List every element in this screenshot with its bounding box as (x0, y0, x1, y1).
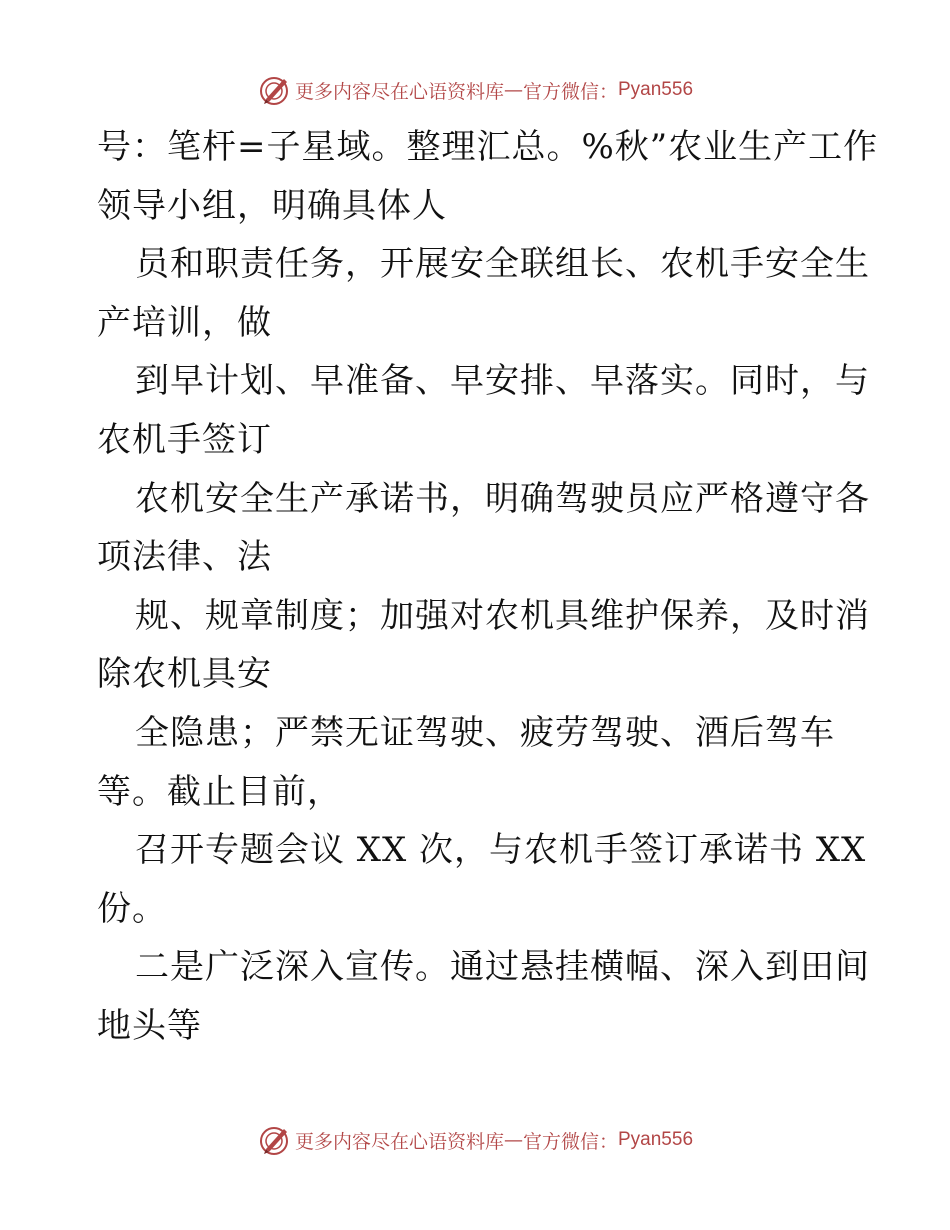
body-line: 项法律、法 (97, 537, 272, 578)
body-line: 员和职责任务，开展安全联组长、农机手安全生 (135, 244, 870, 285)
banner-wechat-label: 官方微信： (522, 80, 618, 103)
footer-banner (0, 1120, 950, 1160)
body-line: 除农机具安 (97, 654, 272, 695)
body-line: 产培训，做 (97, 302, 272, 343)
body-line: 农机安全生产承诺书，明确驾驶员应严格遵守各 (135, 478, 870, 519)
pen-logo-icon (257, 1123, 291, 1157)
body-line: 农机手签订 (97, 419, 272, 460)
banner-dash: — (503, 79, 523, 101)
banner-dash: — (503, 1129, 523, 1151)
banner-site-text: 更多内容尽在心语资料库 (294, 1130, 504, 1153)
document-body (97, 118, 879, 1056)
body-line: 领导小组，明确具体人 (97, 185, 447, 226)
body-line: 到早计划、早准备、早安排、早落实。同时，与 (135, 361, 870, 402)
header-banner (0, 70, 950, 110)
body-line: 召开专题会议 XX 次，与农机手签订承诺书 XX (135, 830, 867, 871)
body-line: 等。截止目前， (97, 771, 342, 812)
pen-logo-icon (257, 73, 291, 107)
body-line: 规、规章制度；加强对农机具维护保养，及时消 (135, 595, 870, 636)
banner-wechat-id: Pyan556 (618, 1129, 694, 1150)
body-line: 号：笔杆=子星域。整理汇总。%秋”农业生产工作 (97, 127, 879, 167)
body-line: 地头等 (97, 1005, 202, 1046)
banner-wechat-id: Pyan556 (618, 79, 694, 100)
body-line: 全隐患；严禁无证驾驶、疲劳驾驶、酒后驾车 (135, 712, 835, 753)
body-line: 份。 (97, 888, 167, 929)
body-line: 二是广泛深入宣传。通过悬挂横幅、深入到田间 (135, 947, 870, 988)
banner-site-text: 更多内容尽在心语资料库 (294, 80, 504, 103)
banner-wechat-label: 官方微信： (522, 1130, 618, 1153)
